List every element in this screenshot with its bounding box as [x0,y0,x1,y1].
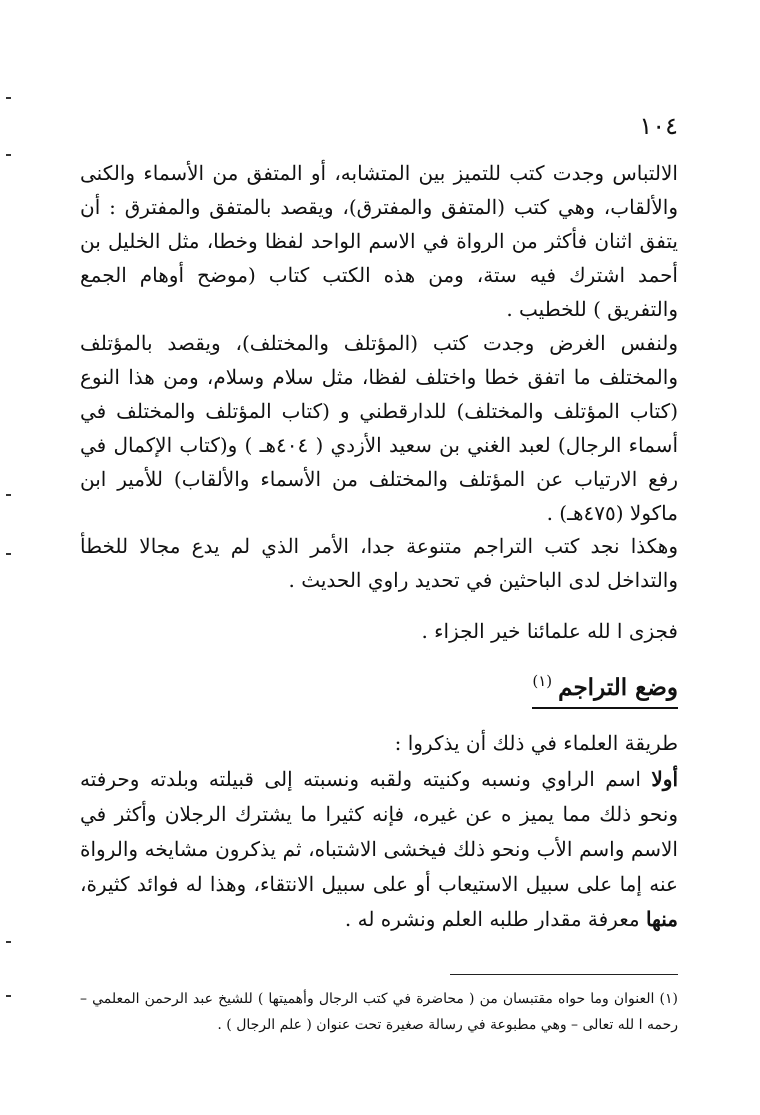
paragraph-5-text: طريقة العلماء في ذلك أن يذكروا : [394,731,678,755]
paragraph-6-bold-mid: منها [645,907,678,931]
paragraph-3 [80,529,678,597]
section-heading-text: وضع التراجم [558,674,678,701]
paragraph-6-text [80,762,678,937]
page-number: ١٠٤ [639,112,678,140]
section-heading [532,672,678,709]
paragraph-5 [80,726,678,760]
margin-mark [6,941,11,943]
paragraph-2 [80,326,678,530]
paragraph-6-part1: اسم الراوي ونسبه وكنيته ولقبه ونسبته إلى قبيلته وبلدته وحرفته ونحو ذلك مما يميز ه عن غيره، فإنه كثيرا ما يشترك الرجلان وأكثر في الاسم واسم الأب ونحو ذلك فيخشى الاشتباه، ثم يذكرون مشايخه والرواة عنه إما على سبيل الاستيعاب أو على سبيل الانتقاء، وهذا له فوائد كثيرة، [80,767,678,896]
margin-mark [6,97,11,99]
footnotes [80,986,678,1038]
paragraph-6-lead: أولا [651,767,678,791]
paragraph-4-text: فجزى ا لله علمائنا خير الجزاء . [421,619,678,643]
paragraph-2-text: ولنفس الغرض وجدت كتب (المؤتلف والمختلف)، ويقصد بالمؤتلف والمختلف ما اتفق خطا واختلف لفظا، مثل سلام وسلام، ومن هذا النوع (كتاب المؤتلف والمختلف) للدارقطني و (كتاب المؤتلف والمختلف في أسماء الرجال) لعبد الغني بن سعيد الأزدي ( ٤٠٤هـ ) و(كتاب الإكمال في رفع الارتياب عن المؤتلف والمختلف من الأسماء والألقاب) للأمير ابن ماكولا (٤٧٥هـ) . [80,331,678,525]
paragraph-1-text: الالتباس وجدت كتب للتميز بين المتشابه، أو المتفق من الأسماء والكنى والألقاب، وهي كتب (المتفق والمفترق)، ويقصد بالمتفق والمفترق : أن يتفق اثنان فأكثر من الرواة في الاسم الواحد لفظا وخطا، مثل الخليل بن أحمد اشترك فيه ستة، ومن هذه الكتب كتاب (موضح أوهام الجمع والتفريق ) للخطيب . [80,161,678,321]
margin-mark [6,995,11,997]
footnote-1: (١) العنوان وما حواه مقتبسان من ( محاضرة في كتب الرجال وأهميتها ) للشيخ عبد الرحمن المعلمي – رحمه ا لله تعالى – وهي مطبوعة في رسالة صغيرة تحت عنوان ( علم الرجال ) . [80,991,678,1033]
paragraph-6 [80,762,678,937]
margin-mark [6,154,11,156]
paragraph-6-part2: معرفة مقدار طلبه العلم ونشره له . [344,907,646,931]
paragraph-1 [80,156,678,326]
paragraph-3-text: وهكذا نجد كتب التراجم متنوعة جدا، الأمر الذي لم يدع مجالا للخطأ والتداخل لدى الباحثين في تحديد راوي الحديث . [80,534,678,592]
margin-mark [6,494,11,496]
footnote-separator [450,974,678,975]
margin-mark [6,553,11,555]
paragraph-4 [80,614,678,648]
footnote-marker: (١) [532,672,553,690]
